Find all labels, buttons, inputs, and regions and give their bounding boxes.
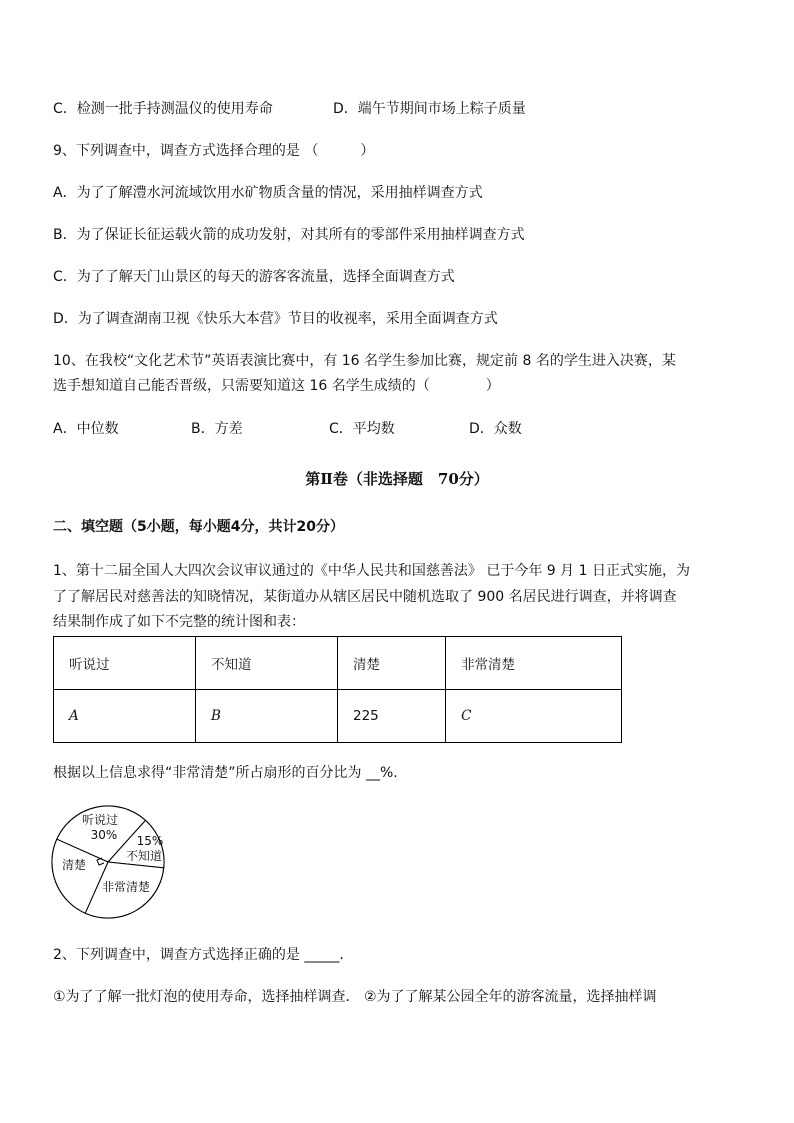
pie-slice-label: 清楚	[61, 858, 87, 872]
pie-slice-label: 不知道	[125, 849, 163, 863]
q10-option-d: D．众数	[469, 421, 522, 437]
q9-stem: 9、下列调查中，调查方式选择合理的是 （ ）	[53, 143, 375, 159]
table-cell: A	[54, 690, 196, 743]
pie-slice-label: 非常清楚	[101, 880, 151, 894]
q8-option-d: D．端午节期间市场上粽子质量	[333, 101, 526, 117]
table-header-cell: 清楚	[338, 637, 446, 690]
fill2-line-next: ①为了了解一批灯泡的使用寿命，选择抽样调查． ②为了了解某公园全年的游客流量，选择抽样调	[53, 989, 657, 1005]
table-cell: 225	[338, 690, 446, 743]
pie-slice-value-label: 30%	[90, 828, 118, 842]
q8-options	[53, 99, 526, 119]
pie-slice-value-label: 15%	[136, 834, 164, 848]
q10-stem-line1: 10、在我校“文化艺术节”英语表演比赛中，有 16 名学生参加比赛，规定前 8 名的学生进入决赛，某	[53, 353, 676, 369]
q9-option-d: D．为了调查湖南卫视《快乐大本营》节目的收视率，采用全面调查方式	[53, 311, 498, 327]
q10-stem-line2: 选手想知道自己能否晋级，只需要知道这 16 名学生成绩的（ ）	[53, 378, 500, 394]
table-header-cell: 不知道	[196, 637, 338, 690]
fill1-question: 根据以上信息求得“非常清楚”所占扇形的百分比为 __%.	[53, 765, 398, 781]
pie-slice-label: 听说过	[81, 813, 119, 827]
table-header-cell: 非常清楚	[446, 637, 622, 690]
fill1-line2: 了了解居民对慈善法的知晓情况，某街道办从辖区居民中随机选取了 900 名居民进行调查，并将调查	[53, 589, 677, 605]
table-row	[54, 690, 622, 743]
fill1-line1: 1、第十二届全国人大四次会议审议通过的《中华人民共和国慈善法》 已于今年 9 月 1 日正式实施，为	[53, 563, 690, 579]
q10-options	[53, 419, 522, 439]
pie-chart	[50, 800, 180, 922]
q8-option-c: C．检测一批手持测温仪的使用寿命	[53, 101, 273, 117]
q9-option-a: A．为了了解澧水河流域饮用水矿物质含量的情况，采用抽样调查方式	[53, 185, 483, 201]
fill2-stem: 2、下列调查中，调查方式选择正确的是 _____.	[53, 947, 344, 963]
fill1-line3: 结果制作成了如下不完整的统计图和表：	[53, 614, 305, 630]
q10-option-c: C．平均数	[329, 421, 395, 437]
section2-heading: 二、填空题（5小题，每小题4分，共计20分）	[53, 519, 344, 535]
q9-option-c: C．为了了解天门山景区的每天的游客客流量，选择全面调查方式	[53, 269, 455, 285]
part2-title: 第Ⅱ卷（非选择题 70分）	[305, 470, 489, 488]
table-header-row	[54, 637, 622, 690]
q9-option-b: B．为了保证长征运载火箭的成功发射，对其所有的零部件采用抽样调查方式	[53, 227, 525, 243]
survey-table	[53, 636, 622, 743]
table-cell: C	[446, 690, 622, 743]
q10-option-a: A．中位数	[53, 421, 119, 437]
table-header-cell: 听说过	[54, 637, 196, 690]
table-cell: B	[196, 690, 338, 743]
q10-option-b: B．方差	[191, 421, 243, 437]
